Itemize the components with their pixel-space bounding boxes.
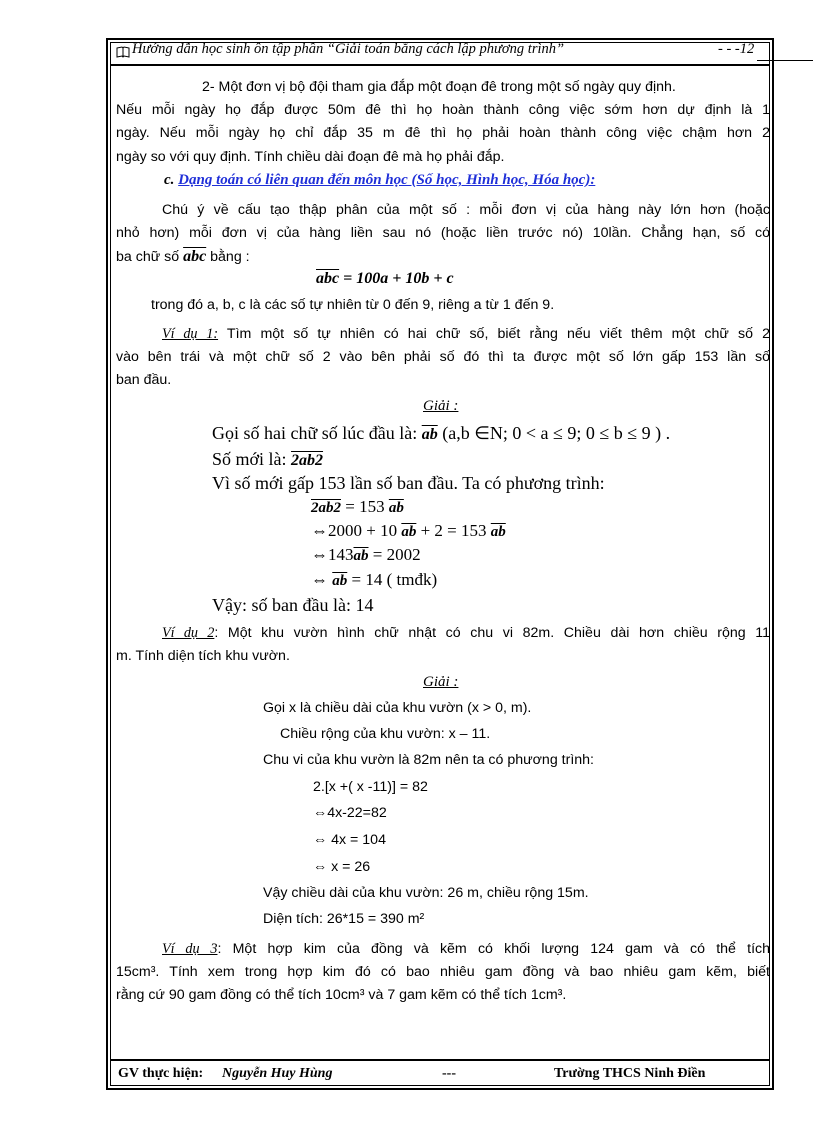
- example-1-label: Ví dụ 1:: [162, 326, 219, 342]
- footer-teacher-label: GV thực hiện:: [118, 1066, 204, 1081]
- example-2-line: m. Tính diện tích khu vườn.: [116, 648, 290, 665]
- note-line: nhỏ hơn) mỗi đơn vị của hàng liền sau nó (hoặc liền trước nó) 10lần. Chẳng hạn, số có: [116, 225, 770, 242]
- ex2-step: ⇔ 4x = 104: [313, 832, 386, 848]
- example-2-label: Ví dụ 2: [162, 625, 215, 641]
- example-3-line: rằng cứ 90 gam đồng có thể tích 10cm³ và 7 gam kẽm có thể tích 1cm³.: [116, 987, 567, 1004]
- header-book-icon: [116, 45, 130, 57]
- ex1-sol-line-3: Vì số mới gấp 153 lần số ban đầu. Ta có phương trình:: [212, 473, 605, 493]
- ex2-step: Chu vi của khu vườn là 82m nên ta có phương trình:: [263, 752, 594, 768]
- footer-separator: ---: [442, 1066, 456, 1081]
- ex2-step: 2.[x +( x -11)] = 82: [313, 779, 428, 795]
- ex1-sol-line-1: Gọi số hai chữ số lúc đầu là: $\overline{ab}$ (a,b ∈N; 0 < a ≤ 9; 0 ≤ b ≤ 9 ) .: [212, 423, 671, 443]
- header-title: Hướng dẫn học sinh ôn tập phần “Giải toán bằng cách lập phương trình”: [132, 41, 565, 57]
- example-1-line: vào bên trái và một chữ số 2 vào bên phải số đó thì ta được một số lớn gấp 153 lần số: [116, 349, 770, 366]
- ex1-equation-1: 2ab2 = 153 $\overline{ab}$: [311, 497, 404, 516]
- formula-abc: [316, 270, 454, 288]
- abc-overline: $\overline{abc}$: [183, 248, 207, 266]
- problem-2-line: ngày. Nếu mỗi ngày họ chỉ đắp 35 m đê thì họ phải hoàn thành công việc chậm hơn 2: [116, 125, 770, 142]
- note-line-three-digit: ba chữ số $\overline{abc}$ bằng :: [116, 248, 250, 266]
- ex2-step: ⇔ x = 26: [313, 859, 371, 875]
- ex2-step: Gọi x là chiều dài của khu vườn (x > 0, m).: [263, 700, 532, 716]
- where-text: trong đó a, b, c là các số tự nhiên từ 0 đến 9, riêng a từ 1 đến 9.: [151, 297, 555, 313]
- example-2-line: Ví dụ 2: Một khu vườn hình chữ nhật có chu vi 82m. Chiều dài hơn chiều rộng 11: [162, 625, 770, 641]
- footer-school: Trường THCS Ninh Điền: [554, 1066, 706, 1081]
- section-c-marker: c.: [164, 172, 175, 188]
- example-2-solution-label: Giải :: [423, 674, 459, 690]
- header-divider: [110, 64, 770, 66]
- example-1-line: Ví dụ 1: Tìm một số tự nhiên có hai chữ số, biết rằng nếu viết thêm một chữ số 2: [162, 326, 770, 342]
- problem-2-line: ngày so với quy định. Tính chiều dài đoạn đê mà họ phải đắp.: [116, 148, 505, 165]
- problem-2-line: Nếu mỗi ngày họ đắp được 50m đê thì họ hoàn thành công việc sớm hơn dự định là 1: [116, 102, 770, 119]
- ex1-sol-line-2: Số mới là: 2ab2: [212, 449, 324, 469]
- ex2-step: Chiều rộng của khu vườn: x – 11.: [280, 726, 491, 742]
- example-2: [116, 622, 770, 668]
- ex1-equation-4: ⇔ $\overline{ab} = 14$ ( tmđk): [311, 570, 438, 589]
- ex1-equation-3: $\Leftrightarrow 143\overline{ab} = 2002$: [311, 545, 421, 564]
- ex2-step: ⇔4x-22=82: [313, 805, 387, 821]
- footer-divider: [110, 1059, 770, 1061]
- ex2-step: Diện tích: 26*15 = 390 m²: [263, 911, 425, 927]
- page-number-underline: [757, 60, 813, 61]
- example-3-line: Ví dụ 3: Một hợp kim của đồng và kẽm có khối lượng 124 gam và có thể tích: [162, 941, 771, 957]
- formula-abc-rhs: = 100a + 10b + c: [343, 270, 454, 287]
- example-3-line: 15cm³. Tính xem trong hợp kim đó có bao nhiêu gam đồng và bao nhiêu gam kẽm, biết: [116, 964, 770, 981]
- footer-teacher-name: Nguyễn Huy Hùng: [222, 1066, 333, 1081]
- problem-2-line: 2- Một đơn vị bộ đội tham gia đắp một đoạn đê trong một số ngày quy định.: [202, 79, 676, 95]
- example-1: [116, 323, 770, 393]
- ex1-equation-2: ⇔2000 + 10 $\overline{ab} + 2 = 153$ $\overline{ab}$: [311, 521, 506, 540]
- section-c-heading: [164, 172, 595, 189]
- example-3-label: Ví dụ 3: [162, 941, 218, 957]
- problem-2: [116, 76, 770, 169]
- note-line: Chú ý về cấu tạo thập phân của một số : mỗi đơn vị của hàng này lớn hơn (hoặc: [162, 202, 770, 218]
- ex1-answer: Vậy: số ban đầu là: 14: [212, 595, 374, 615]
- section-c-title[interactable]: Dạng toán có liên quan đến môn học (Số học, Hình học, Hóa học):: [178, 172, 596, 188]
- example-1-line: ban đầu.: [116, 372, 172, 389]
- formula-abc-lhs: $\overline{abc}$: [316, 270, 340, 287]
- page-number: - - -12: [718, 41, 755, 57]
- section-c-note: [116, 199, 770, 270]
- example-1-solution-label: Giải :: [423, 398, 459, 414]
- ex2-step: Vậy chiều dài của khu vườn: 26 m, chiều rộng 15m.: [263, 885, 589, 901]
- example-3: [116, 938, 770, 1008]
